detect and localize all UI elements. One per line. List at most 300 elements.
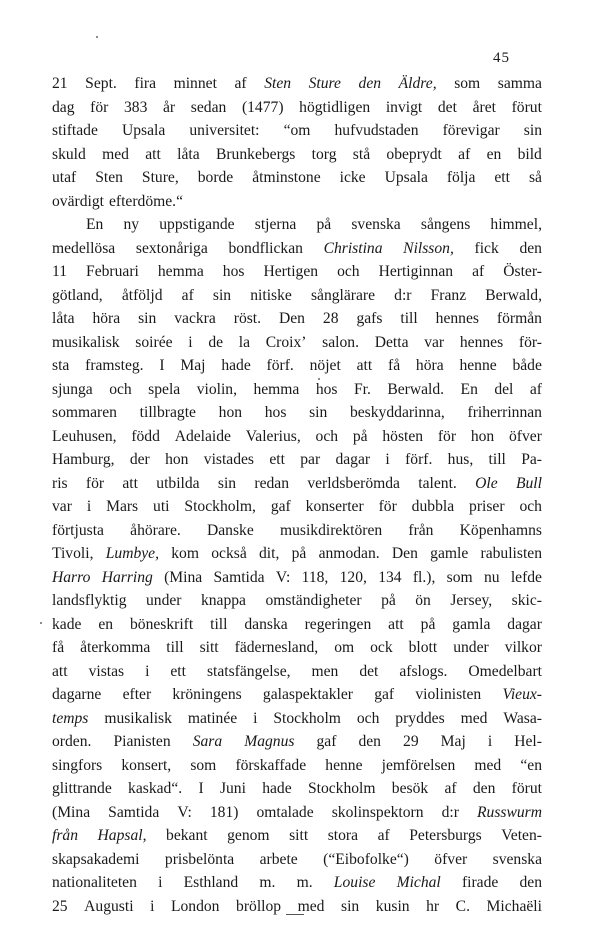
word: Michaëli [486,897,542,915]
word: Leuhusen, [52,427,117,445]
word: 29 [403,733,419,750]
word: Maj [440,733,466,750]
word: i [188,333,193,351]
italic-word: Russwurm [477,803,542,821]
word: fädernesland, [234,639,319,656]
word: förmån [496,310,542,327]
word: på [420,615,436,633]
word: af [472,263,485,280]
word: beskyddarinna, [349,404,445,421]
italic-word: Sture [308,75,341,92]
word: året [472,98,496,116]
word: regeringen [304,615,372,633]
word: kusin [375,897,410,915]
word: Detta [374,333,409,351]
word: att [145,145,161,163]
word: för [378,498,397,515]
word: soirée [135,333,173,351]
word: uppstigande [159,216,235,233]
italic-word: Vieux- [502,686,542,703]
text-line [52,871,542,895]
word: dagarne [52,686,102,703]
word: efterdöme.“ [108,192,183,210]
text-line [52,143,542,167]
word: rabulisten [480,545,542,562]
text-line [52,730,542,754]
word: få [52,639,65,656]
italic-word: Sten [264,75,292,92]
text-line [52,237,542,261]
italic-word: Harro [52,568,91,586]
word: hemma [253,380,300,398]
text-line [52,777,542,801]
word: V: [275,568,291,586]
word: Juni [219,780,246,797]
word: Danske [207,521,254,539]
word: sjunga [52,380,93,398]
word: Croix’ [265,333,307,351]
word: för- [518,333,542,351]
word: att [356,357,373,374]
word: som [446,568,473,586]
italic-word: Magnus [244,733,295,750]
word: 120, [339,568,367,586]
word: för [437,427,457,445]
word: till [166,639,184,656]
word: och [315,427,339,445]
word: ny [123,216,140,233]
word: 383 [123,98,148,116]
italic-word: temps [52,709,89,727]
word: landsflyktig [52,592,127,609]
word: henne [459,357,497,374]
word: att [52,662,68,680]
word: firade [461,874,499,891]
word: utbilda [156,474,200,492]
word: Sept. [85,75,117,92]
word: 118, [301,568,329,586]
word: högtidligen [299,98,371,116]
word: och [337,263,360,280]
word: matinée [187,709,238,727]
word: la [238,333,251,351]
word: med [474,756,502,774]
word: medellösa [52,239,116,257]
italic-word: Michal [396,874,441,891]
word: svenska [351,216,401,233]
word: stora [327,827,359,844]
word: glittrande [52,780,112,797]
word: om [334,639,355,656]
word: hennes [459,333,504,351]
word: (Mina [164,568,203,586]
word: förskaffade [235,756,307,774]
word: höra [415,357,444,374]
word: fick [474,239,499,257]
word: stjerna [254,216,297,233]
text-line [52,660,542,684]
word: att [122,474,138,492]
word: danska [244,615,288,633]
word: Wasa- [503,709,542,727]
word: af [234,75,247,92]
word: bröllop [236,897,282,915]
italic-word: den [358,75,382,92]
word: Köpenhamns [459,521,542,539]
text-line [52,307,542,331]
word: hon [218,404,243,421]
word: sitt [289,827,309,844]
text-line [52,166,542,190]
word: af [458,145,471,163]
word: att [388,615,404,633]
word: kade [52,615,82,633]
word: stå [352,145,371,163]
word: med [460,709,488,727]
word: C. [455,897,470,915]
word: den [519,239,542,257]
word: Fr. [353,380,371,398]
text-line [52,96,542,120]
text-line [52,636,542,660]
word: “en [520,756,542,774]
word: sta [52,357,70,374]
word: Hel- [514,733,542,750]
word: Februari [86,263,139,280]
word: förtjusta [52,521,104,539]
word: vistades [203,451,255,468]
word: m. [259,874,276,891]
word: I [198,780,204,797]
word: var [52,498,72,515]
word: och [356,709,380,727]
word: Samtida [213,568,265,586]
word: prisbelönta [164,850,235,868]
word: på [381,592,396,609]
word: Sture, [141,169,179,186]
word: bild [517,145,542,163]
word: Pianisten [113,733,171,750]
word: en [486,145,502,163]
word: de [208,333,224,351]
word: gafs [356,310,383,327]
word: Hamburg, [52,451,115,468]
word: borde [197,169,234,186]
word: ett [494,169,510,186]
text-line [52,801,542,825]
word: Esthland [183,874,239,891]
word: der [129,451,150,468]
word: En [86,216,104,233]
word: utaf [52,169,77,186]
word: Jersey, [450,592,493,609]
word: uti [153,498,170,515]
word: En [460,380,478,398]
word: d:r [394,286,412,304]
word: omtalade [256,803,314,821]
text-line [52,848,542,872]
word: höra [92,310,121,327]
word: Augusti [84,897,134,915]
word: musikdirektören [279,521,383,539]
word: och [109,380,132,398]
word: minnet [173,75,217,92]
word: låta [177,145,200,163]
word: från [408,521,434,539]
word: men [311,662,339,680]
word: Stockholm [273,709,341,727]
word: hon [470,427,495,445]
body-text [52,72,542,918]
word: Sten [95,169,123,186]
word: i [487,733,493,750]
word: vilkor [504,639,542,656]
text-line [52,542,542,566]
word: sin [309,404,328,421]
word: anmodan. [318,545,380,562]
text-line [52,284,542,308]
word: Petersburgs [409,827,482,844]
word: i [253,709,258,727]
italic-word: Sara [192,733,223,750]
italic-word: Louise [333,874,376,891]
word: violin, [196,380,237,398]
word: förf. [266,357,294,374]
word: i [158,874,163,891]
word: bekant [166,827,208,844]
word: skic- [511,592,542,609]
paper-speck [318,378,320,380]
text-line [52,566,542,590]
italic-word: Bull [515,474,542,492]
word: obeprydt [386,145,442,163]
word: det [437,98,457,116]
word: priser [469,498,505,515]
word: lefde [510,568,542,586]
text-line [52,448,542,472]
word: knappa [200,592,246,609]
word: bondflickan [228,239,303,257]
text-line [52,72,542,96]
word: Stockholm [307,780,376,797]
word: stiftade [52,122,98,139]
word: singfors [52,756,103,774]
word: öfver [508,427,542,445]
text-line [52,119,542,143]
word: hon [165,451,189,468]
word: galaspektakler [262,686,353,703]
italic-word: Nilsson, [403,239,454,257]
word: Upsala [384,169,428,186]
word: framsteg. [85,357,144,374]
word: en [98,615,114,633]
word: orden. [52,733,92,750]
word: kröningens [172,686,242,703]
word: i [145,662,150,680]
word: Hertigen [263,263,319,280]
word: Veten- [501,827,542,844]
word: hösten [382,427,424,445]
word: efter [122,686,152,703]
word: sin [212,286,232,304]
word: sitt [199,639,219,656]
word: gamla [452,615,491,633]
word: Omedelbart [468,662,542,680]
word: omständigheter [265,592,362,609]
word: hade [262,780,292,797]
word: henne [325,756,363,774]
word: sextonåriga [135,239,208,257]
text-line [52,519,542,543]
word: svenska [492,850,542,868]
word: 181) [209,803,239,821]
word: pryddes [395,709,445,727]
word: jemförelsen [381,756,456,774]
word: violinisten [415,686,482,703]
word: ock [370,639,393,656]
word: Berwald. [387,380,445,398]
word: Upsala [121,122,166,139]
word: förut [511,98,542,116]
word: röst. [233,310,262,327]
word: sommaren [52,404,117,421]
word: skuld [52,145,86,163]
word: gaf [374,686,395,703]
paper-speck [40,622,42,624]
word: med [297,897,325,915]
text-line [52,472,542,496]
word: verldsberömda [307,474,400,492]
word: Stockholm, [184,498,256,515]
word: sin [341,897,360,915]
word: skapsakademi [52,850,140,868]
word: förut [511,780,542,797]
word: som [454,75,481,92]
word: “om [283,122,311,139]
paper-speck [96,36,98,38]
word: m. [296,874,313,891]
word: som [190,756,217,774]
word: förf. [405,451,433,468]
word: för [90,98,109,116]
word: invigt [385,98,423,116]
word: så [528,169,542,186]
word: af [377,827,390,844]
word: gaf [316,733,337,750]
text-line [52,754,542,778]
text-line [52,378,542,402]
word: följa [446,169,476,186]
word: nu [483,568,500,586]
word: tillbragte [139,404,196,421]
text-line [52,683,542,707]
word: hus, [447,451,474,468]
word: (Mina [52,803,91,821]
text-line [52,331,542,355]
word: den [519,874,542,891]
text-line [52,613,542,637]
word: Adelaide [174,427,231,445]
word: under [145,592,182,609]
word: genom [227,827,270,844]
word: Brunkebergs [215,145,296,163]
word: friherrinnan [467,404,542,421]
word: Mars [106,498,139,515]
word: salon. [322,333,359,351]
word: fira [134,75,157,92]
word: Valerius, [245,427,301,445]
word: hr [426,897,440,915]
word: böneskrift [129,615,194,633]
word: i [86,498,92,515]
word: himmel, [490,216,542,233]
word: blott [408,639,438,656]
word: kaskad“. [128,780,183,797]
text-line [52,824,542,848]
word: V: [177,803,192,821]
word: dubbla [411,498,455,515]
word: ett [269,451,285,468]
word: på [316,216,332,233]
word: dagar [507,615,542,633]
word: universitet: [189,122,260,139]
word: den [472,780,496,797]
word: ön [415,592,431,609]
word: 25 [52,897,68,915]
text-line [52,495,542,519]
footer-rule [286,914,304,915]
word: Den [391,545,418,562]
text-line [52,589,542,613]
word: dagar [335,451,371,468]
word: del [494,380,514,398]
word: gaf [270,498,291,515]
word: hos [222,263,245,280]
word: ovärdigt [52,192,104,210]
word: talent. [418,474,457,492]
word: spela [148,380,181,398]
italic-word: Hapsal, [97,827,147,844]
word: Pa- [521,451,542,468]
word: redan [254,474,290,492]
word: 28 [322,310,339,327]
word: till [488,451,506,468]
word: var [424,333,445,351]
word: sin [217,474,237,492]
word: Franz [430,286,467,304]
word: hufvudstaden [334,122,419,139]
word: hemma [157,263,204,280]
text-line [52,707,542,731]
word: musikalisk [52,333,120,351]
word: hennes [435,310,479,327]
word: London [170,897,220,915]
text-line [52,213,542,237]
word: till [400,310,418,327]
word: konsert, [121,756,172,774]
word: ett [170,662,186,680]
word: Samtida [108,803,160,821]
word: fl.), [412,568,436,586]
italic-word: från [52,827,78,844]
word: öfver [434,850,468,868]
word: musikalisk [104,709,172,727]
word: åhörare. [130,521,181,539]
text-line [52,401,542,425]
word: gamle [430,545,469,562]
word: Hertiginnan [378,263,454,280]
word: konserter [305,498,364,515]
